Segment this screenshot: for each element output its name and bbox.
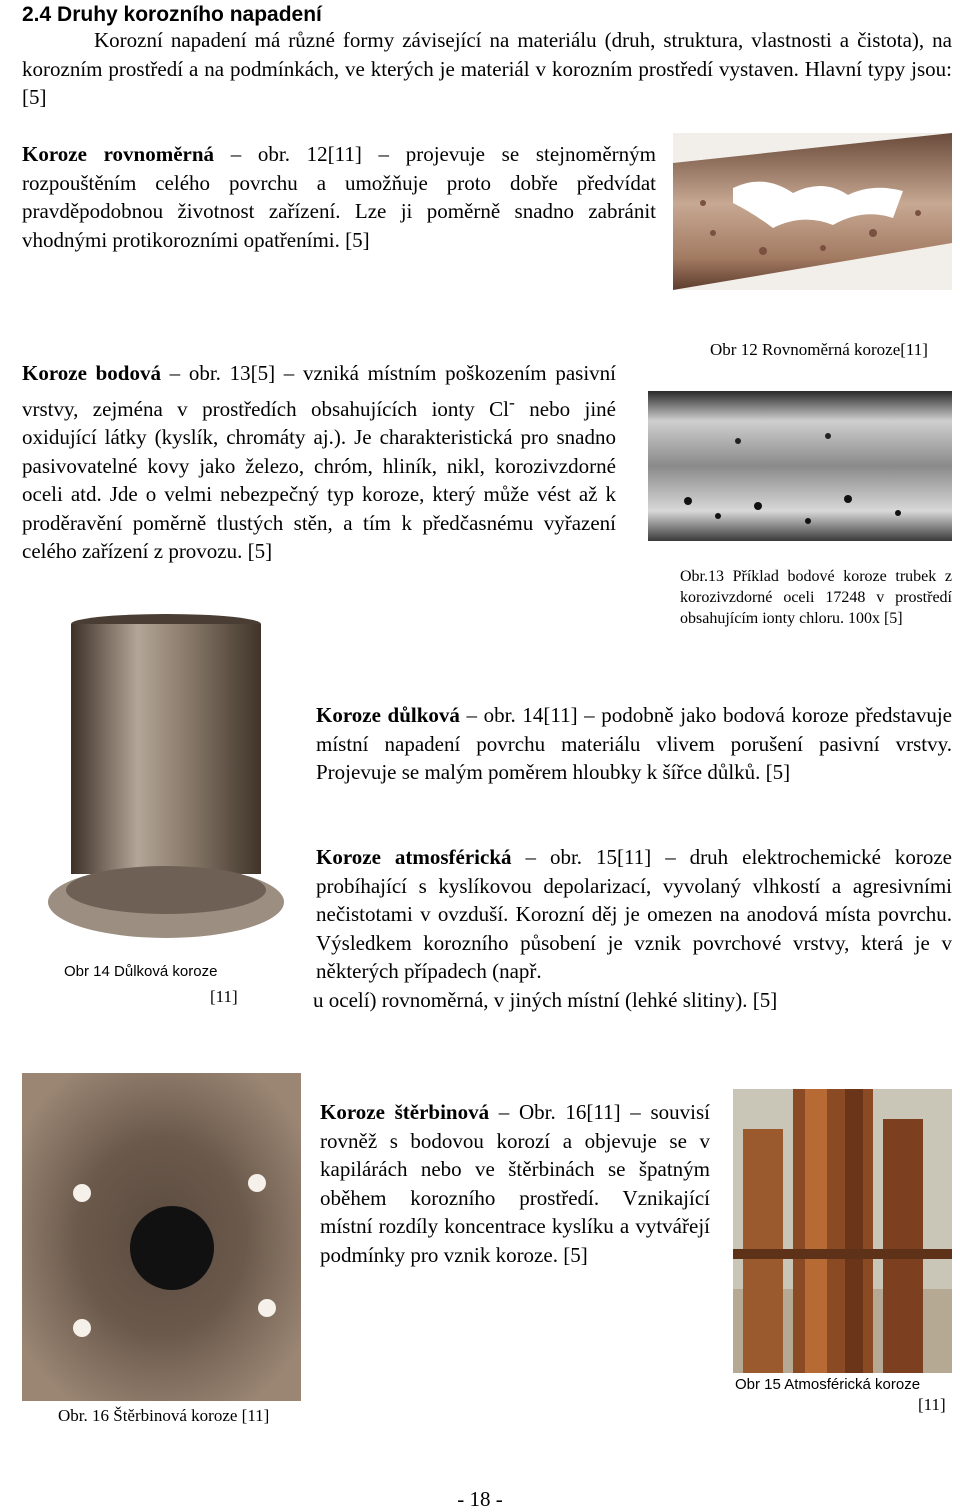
intro-paragraph xyxy=(22,26,952,112)
uniform-corrosion-paragraph xyxy=(22,140,656,254)
atmospheric-corrosion-body: – obr. 15[11] – druh elektrochemické koroze probíhající s kyslíkovou depolarizací, vyvolaný vlhkostí a agresivními nečistotami v ovzduší. Korozní děj je omezen na anodová místa povrchu. Výsledkem korozního působení je vznik povrchové vrstvy, která je v některých případech (např. xyxy=(316,845,953,983)
figure-13-caption-text: Obr.13 Příklad bodové koroze trubek z korozivzdorné oceli 17248 v prostředí obsahujícím ionty chloru. 100x [5] xyxy=(680,568,952,627)
figure-14-image xyxy=(45,612,288,948)
figure-14-caption: Obr 14 Důlková koroze xyxy=(64,963,218,980)
figure-16-caption: Obr. 16 Štěrbinová koroze [11] xyxy=(58,1406,270,1425)
figure-16-image xyxy=(22,1073,301,1401)
atmospheric-corrosion-title: Koroze atmosférická xyxy=(316,845,512,869)
figure-13-caption xyxy=(680,566,952,629)
chloride-superscript: - xyxy=(509,391,515,412)
pitting-corrosion-paragraph xyxy=(316,701,952,787)
pitting-corrosion-body: – obr. 14[11] – podobně jako bodová koroze představuje místní napadení povrchu materiálu vlivem porušení pasivní vrstvy. Projevuje se malým poměrem hloubky k šířce důlků. [5] xyxy=(316,703,952,784)
point-corrosion-body-b: nebo jiné oxidující látky (kyslík, chromáty aj.). Je charakteristická pro snadno pasivovatelné kovy jako železo, chróm, hliník, nikl, korozivzdorné oceli atd. Jde o velmi nebezpečný typ koroze, který může vést až k proděravění poměrně tlustých stěn, a tím k předčasnému vyřazení celého zařízení z provozu. [5] xyxy=(22,396,616,563)
uniform-corrosion-body: – obr. 12[11] – projevuje se stejnoměrným rozpouštěním celého povrchu a umožňuje proto dobře předvídat pravděpodobnou životnost zařízení. Lze ji poměrně snadno zabránit vhodnými protikorozními opatřeními. [5] xyxy=(22,142,656,252)
atmospheric-corrosion-paragraph xyxy=(316,843,952,986)
point-corrosion-paragraph xyxy=(22,359,616,566)
figure-15-image xyxy=(733,1089,952,1373)
point-corrosion-body-a: – obr. 13[5] – vzniká místním poškozením pasivní vrstvy, zejména v prostředích obsahujících ionty Cl xyxy=(22,361,616,421)
atmospheric-corrosion-last-line: u ocelí) rovnoměrná, v jiných místní (lehké slitiny). [5] xyxy=(313,988,778,1012)
page-number: - 18 - xyxy=(457,1487,503,1511)
figure-12-image xyxy=(673,133,952,290)
pitting-corrosion-title: Koroze důlková xyxy=(316,703,460,727)
figure-12-caption: Obr 12 Rovnoměrná koroze[11] xyxy=(710,340,928,359)
point-corrosion-title: Koroze bodová xyxy=(22,361,161,385)
intro-text: Korozní napadení má různé formy závisející na materiálu (druh, struktura, vlastnosti a čistota), na korozním prostředí a na podmínkách, ve kterých je materiál v korozním prostředí vystaven. Hlavní typy jsou: [5] xyxy=(22,28,952,109)
figure-14-ref: [11] xyxy=(210,987,238,1006)
figure-15-caption: Obr 15 Atmosférická koroze xyxy=(735,1376,921,1393)
figure-13-image xyxy=(648,381,952,551)
crevice-corrosion-title: Koroze štěrbinová xyxy=(320,1100,490,1124)
section-heading: 2.4 Druhy korozního napadení xyxy=(22,3,322,26)
figure-15-ref: [11] xyxy=(918,1395,946,1414)
crevice-corrosion-paragraph xyxy=(320,1098,710,1269)
uniform-corrosion-title: Koroze rovnoměrná xyxy=(22,142,215,166)
crevice-corrosion-body: – Obr. 16[11] – souvisí rovněž s bodovou korozí a objevuje se v kapilárách nebo ve štěrbinách se špatným oběhem korozního prostředí. Vznikající místní rozdíly koncentrace kyslíku a vytvářejí podmínky pro vznik koroze. [5] xyxy=(320,1100,710,1267)
